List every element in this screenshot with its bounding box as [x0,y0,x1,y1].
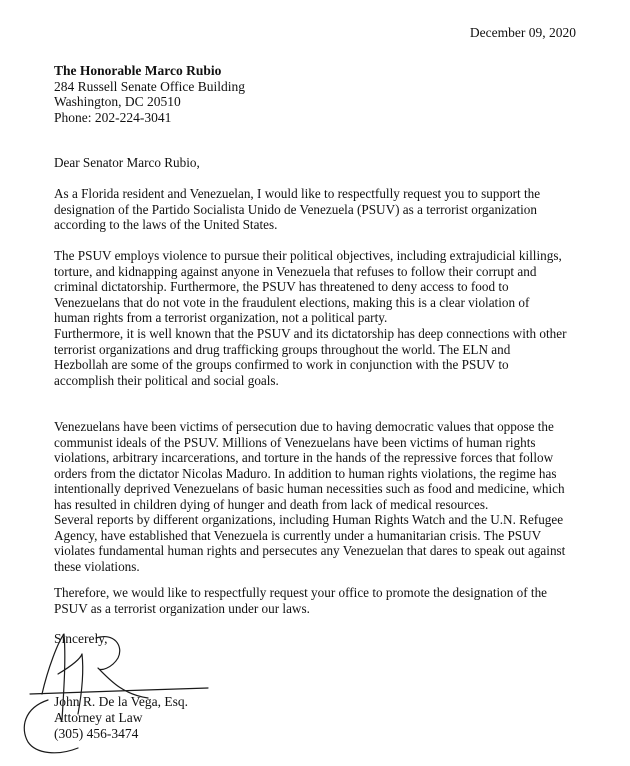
signer-phone: (305) 456-3474 [54,726,139,741]
paragraph-4 [54,419,579,574]
paragraph-3 [54,326,579,388]
paragraph-line: The PSUV employs violence to pursue their political objectives, including extrajudicial killings, [54,248,562,263]
paragraph-line: Several reports by different organizations, including Human Rights Watch and the U.N. Refugee [54,512,564,527]
paragraph-line: these violations. [54,558,140,574]
paragraph-line: Therefore, we would like to respectfully request your office to promote the designation of the [54,585,548,600]
closing: Sincerely, [54,631,108,646]
paragraph-line: Venezuelans have been victims of persecution due to having democratic values that oppose the [54,419,554,434]
paragraph-line: torture, and kidnapping against anyone in Venezuela that refuses to follow their corrupt and [54,263,537,279]
paragraph-line: violates fundamental human rights and persecutes any Venezuelan that dares to speak out against [54,543,566,558]
paragraph-line: Agency, have established that Venezuela is currently under a humanitarian crisis. The PSUV [54,527,542,543]
salutation-text: Dear Senator Marco Rubio, [54,155,200,170]
paragraph-line: intentionally deprived Venezuelans of basic human necessities such as food and medicine, which [54,481,565,496]
paragraph-2 [54,248,579,326]
paragraph-line: according to the laws of the United States. [54,217,278,232]
paragraph-line: designation of the Partido Socialista Unido de Venezuela (PSUV) as a terrorist organization [54,201,537,217]
paragraph-line: terrorist organizations and drug trafficking groups throughout the world. The ELN and [54,341,511,357]
signer-name: John R. De la Vega, Esq. [54,694,188,709]
paragraph-line: Venezuelans that do not vote in the fraudulent elections, making this is a clear violation of [54,294,530,310]
paragraph-line: orders from the dictator Nicolas Maduro. In addition to human rights violations, the regime has [54,465,557,481]
paragraph-line: Hezbollah are some of the groups confirmed to work in conjunction with the PSUV to [54,357,509,372]
paragraph-line: human rights from a terrorist organization, not a political party. [54,310,388,325]
recipient-address-block [54,63,245,125]
paragraph-line: Furthermore, it is well known that the PSUV and its dictatorship has deep connections with other [54,326,567,341]
paragraph-5 [54,585,579,616]
paragraph-1 [54,186,579,233]
salutation [54,155,579,171]
recipient-address-line-1: 284 Russell Senate Office Building [54,78,245,94]
recipient-phone: Phone: 202-224-3041 [54,109,172,125]
paragraph-line: accomplish their political and social goals. [54,372,279,388]
paragraph-line: communist ideals of the PSUV. Millions of Venezuelans have been victims of human rights [54,434,536,450]
paragraph-line: PSUV as a terrorist organization under our laws. [54,600,310,616]
letter-date: December 09, 2020 [469,25,576,40]
recipient-name: The Honorable Marco Rubio [54,63,222,78]
paragraph-line: criminal dictatorship. Furthermore, the PSUV has threatened to deny access to food to [54,279,509,294]
paragraph-line: has resulted in children dying of hunger and death from lack of medical resources. [54,496,489,512]
recipient-address-line-2: Washington, DC 20510 [54,94,181,109]
paragraph-line: violations, arbitrary incarcerations, and torture in the hands of the repressive forces that follow [54,450,554,465]
paragraph-line: As a Florida resident and Venezuelan, I would like to respectfully request you to support the [54,186,541,201]
signer-block [54,694,188,742]
signer-title: Attorney at Law [54,710,143,725]
